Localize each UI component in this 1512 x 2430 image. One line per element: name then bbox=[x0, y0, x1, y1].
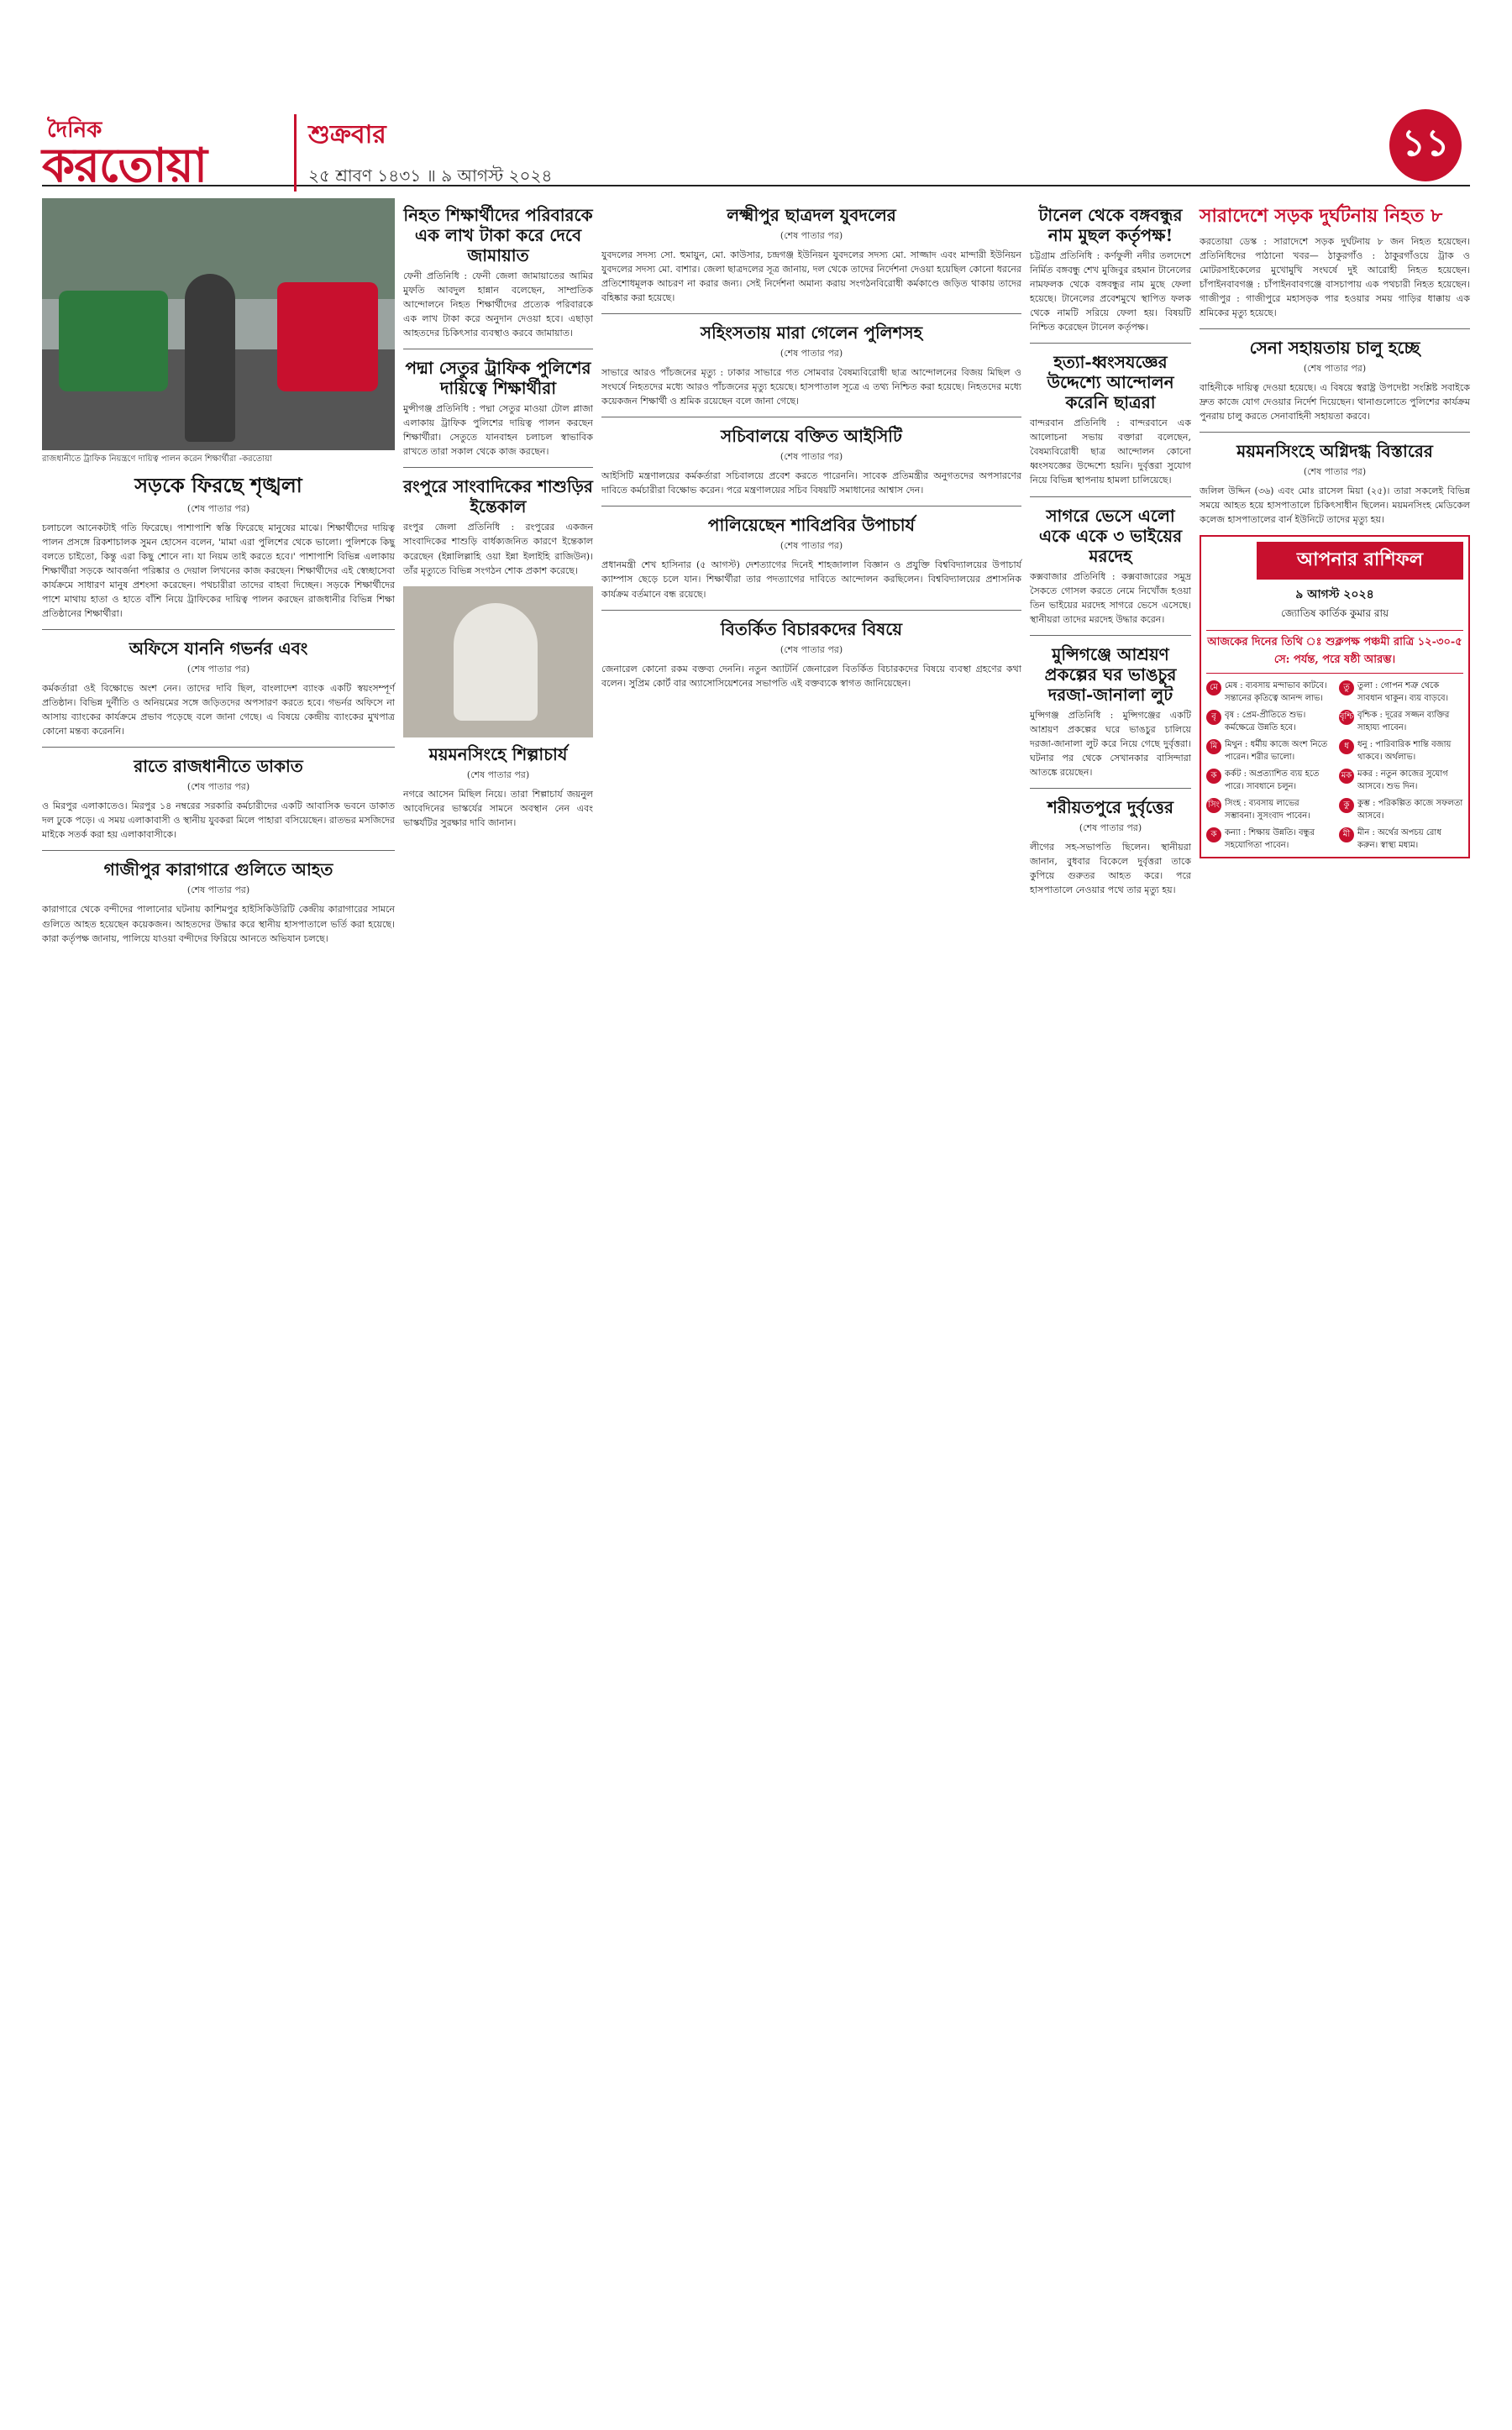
horoscope-text: সিংহ : ব্যবসায় লাভের সম্ভাবনা। সুসংবাদ পাবেন। bbox=[1225, 799, 1310, 821]
horoscope-item bbox=[1206, 739, 1331, 764]
horoscope-text: মকর : নতুন কাজের সুযোগ আসবে। শুভ দিন। bbox=[1357, 769, 1448, 791]
zodiac-sign-icon: মক bbox=[1339, 769, 1354, 784]
horoscope-text: কন্যা : শিক্ষায় উন্নতি। বন্ধুর সহযোগিতা পাবেন। bbox=[1225, 828, 1315, 850]
issue-date: ২৫ শ্রাবণ ১৪৩১ ॥ ৯ আগস্ট ২০২৪ bbox=[308, 165, 553, 186]
sculpture-photo bbox=[403, 586, 593, 737]
horoscope-text: কর্কট : অপ্রত্যাশিত ব্যয় হতে পারে। সাবধানে চলুন। bbox=[1225, 769, 1320, 791]
article-body: আইসিটি মন্ত্রণালয়ের কর্মকর্তারা সচিবালয়ে প্রবেশ করতে পারেননি। সাবেক প্রতিমন্ত্রীর অনুগতদের অপসারণের দাবিতে কর্মচারীরা বিক্ষোভ করেন। পরে মন্ত্রণালয়ের সচিব বিষয়টি সমাধানের আশ্বাস দেন। bbox=[601, 470, 1021, 496]
logo-title: করতোয়া bbox=[42, 139, 207, 193]
article-body: যুবদলের সদস্য সো. হুমায়ুন, মো. কাউসার, চন্দ্রগঞ্জ ইউনিয়ন যুবদলের সদস্য মো. সাজ্জাদ এবং মান্দারী ইউনিয়ন যুবদলের সদস্য মো. বাশার। জেলা ছাত্রদলের সূত্র জানায়, দল থেকে তাদের নির্দেশনা দেওয়া হয়েছিল কোনো ধরনের প্রতিশোধমূলক আচরণ না করার জন্য। সেই নির্দেশনা অমান্য করায় সংগঠনবিরোধী কর্মকাণ্ডে জড়িত থাকায় তাদের বহিষ্কার করা হয়েছে। bbox=[601, 249, 1021, 304]
headline-violence-police: সহিংসতায় মারা গেলেন পুলিশসহ bbox=[700, 323, 923, 344]
continued-note: (শেষ পাতার পর) bbox=[466, 769, 530, 780]
tithi-heading: আজকের দিনের তিথি ঃ শুক্লপক্ষ পঞ্চমী রাত্রি ১২-৩০-৫ সে: পর্যন্ত, পরে ষষ্ঠী আরম্ভ। bbox=[1206, 630, 1463, 674]
headline-jamaat: নিহত শিক্ষার্থীদের পরিবারকে এক লাখ টাকা করে দেবে জামায়াত bbox=[403, 205, 593, 265]
headline-army-support: সেনা সহায়তায় চালু হচ্ছে bbox=[1249, 337, 1420, 358]
horoscope-item bbox=[1206, 710, 1331, 734]
zodiac-sign-icon: মি bbox=[1206, 739, 1221, 754]
article-body: কক্সবাজার প্রতিনিধি : কক্সবাজারের সমুদ্র সৈকতে গোসল করতে নেমে নিখোঁজ হওয়া তিন ভাইয়ের মরদেহ সাগরে ভেসে এসেছে। স্থানীয়রা তাদের মরদেহ উদ্ধার করেন। bbox=[1030, 570, 1191, 625]
horoscope-item bbox=[1339, 769, 1463, 793]
article-body: মুন্সীগঞ্জ প্রতিনিধি : পদ্মা সেতুর মাওয়া টোল প্লাজা এলাকায় ট্রাফিক পুলিশের দায়িত্ব পালন করছেন শিক্ষার্থীরা। সেতুতে যানবাহন চলাচল স্বাভাবিক রাখতে তারা সকাল থেকে কাজ করছেন। bbox=[403, 403, 593, 458]
date-block bbox=[294, 114, 553, 192]
horoscope-text: বৃশ্চিক : দূরের সজ্জন ব্যক্তির সাহায্য পাবেন। bbox=[1357, 711, 1450, 732]
horoscope-item bbox=[1339, 798, 1463, 822]
logo-small-text: দৈনিক bbox=[47, 118, 102, 143]
headline-secretariat-ict: সচিবালয়ে বক্তিত আইসিটি bbox=[721, 426, 902, 447]
headline-sust-vc: পালিয়েছেন শাবিপ্রবির উপাচার্য bbox=[707, 515, 916, 536]
article-body: বাহিনীকে দায়িত্ব দেওয়া হয়েছে। এ বিষয়ে স্বরাষ্ট্র উপদেষ্টা সংশ্লিষ্ট সবাইকে দ্রুত কাজে যোগ দেওয়ার নির্দেশ দিয়েছেন। থানাগুলোতে পুলিশের কার্যক্রম পুনরায় চালু করতে সেনাবাহিনী সহায়তা করবে। bbox=[1200, 381, 1470, 422]
horoscope-text: মীন : অর্থের অপচয় রোধ করুন। স্বাস্থ্য মধ্যম। bbox=[1357, 828, 1441, 850]
continued-note: (শেষ পাতার পর) bbox=[186, 664, 250, 675]
article-body: সাভারে আরও পাঁচজনের মৃত্যু : ঢাকার সাভারে গত সোমবার বৈষম্যবিরোধী ছাত্র আন্দোলনের বিজয় মিছিল ও সংঘর্ষে নিহতদের মধ্যে আরও পাঁচজনের মৃত্যু হয়েছে। হাসপাতাল সূত্রে এ তথ্য নিশ্চিত করা হয়েছে। নিহতদের মধ্যে কয়েকজন শিক্ষার্থী ও শ্রমিক রয়েছেন বলে জানা গেছে। bbox=[601, 367, 1021, 407]
zodiac-sign-icon: কু bbox=[1339, 798, 1354, 813]
horoscope-text: মিথুন : ধর্মীয় কাজে অংশ নিতে পারেন। শরীর ভালো। bbox=[1225, 740, 1328, 762]
zodiac-sign-icon: মী bbox=[1339, 827, 1354, 842]
zodiac-sign-icon: বৃ bbox=[1206, 710, 1221, 725]
horoscope-text: বৃষ : প্রেম-প্রীতিতে শুভ। কর্মক্ষেত্রে উন্নতি হবে। bbox=[1225, 711, 1306, 732]
headline-governor: অফিসে যাননি গভর্নর এবং bbox=[129, 638, 308, 659]
horoscope-item bbox=[1339, 710, 1463, 734]
article-body: রংপুর জেলা প্রতিনিধি : রংপুরের একজন সাংবাদিকের শাশুড়ি বার্ধক্যজনিত কারণে ইন্তেকাল করেছেন (ইন্নালিল্লাহি ওয়া ইন্না ইলাইহি রাজিউন)। তাঁর মৃত্যুতে বিভিন্ন সংগঠন শোক প্রকাশ করেছে। bbox=[403, 522, 593, 576]
headline-order-returning: সড়কে ফিরছে শৃঙ্খলা bbox=[134, 473, 302, 497]
headline-mymensingh-burn: ময়মনসিংহে অগ্নিদগ্ধ বিস্তারের bbox=[1236, 441, 1433, 462]
continued-note: (শেষ পাতার পর) bbox=[186, 502, 250, 514]
horoscope-grid bbox=[1206, 680, 1463, 852]
horoscope-text: মেষ : ব্যবসায় মন্দাভাব কাটবে। সন্তানের কৃতিত্বে আনন্দ লাভ। bbox=[1225, 681, 1327, 703]
article-body: লীগের সহ-সভাপতি ছিলেন। স্থানীয়রা জানান, বুধবার বিকেলে দুর্বৃত্তরা তাকে কুপিয়ে গুরুতর আহত করে। পরে হাসপাতালে নেওয়ার পথে তার মৃত্যু হয়। bbox=[1030, 841, 1191, 896]
headline-three-brothers: সাগরে ভেসে এলো একে একে ৩ ভাইয়ের মরদেহ bbox=[1038, 505, 1183, 566]
headline-movement: হত্যা-ধ্বংসযজ্ঞের উদ্দেশ্যে আন্দোলন করেনি ছাত্ররা bbox=[1047, 352, 1174, 413]
headline-gazipur-jail: গাজীপুর কারাগারে গুলিতে আহত bbox=[103, 859, 333, 880]
column-5 bbox=[1200, 198, 1470, 858]
zodiac-sign-icon: ধ bbox=[1339, 739, 1354, 754]
article-body: মুন্সিগঞ্জ প্রতিনিধি : মুন্সিগঞ্জের একটি আশ্রয়ণ প্রকল্পের ঘরে ভাঙচুর চালিয়ে দরজা-জানালা লুট করে নিয়ে গেছে দুর্বৃত্তরা। ঘটনার পর থেকে সেখানকার বাসিন্দারা আতঙ্কে রয়েছেন। bbox=[1030, 709, 1191, 778]
headline-shariatpur: শরীয়তপুরে দুর্বৃত্তের bbox=[1047, 796, 1173, 817]
newspaper-logo bbox=[42, 109, 277, 193]
article-body: কর্মকর্তারা ওই বিক্ষোভে অংশ নেন। তাদের দাবি ছিল, বাংলাদেশ ব্যাংক একটি স্বয়ংসম্পূর্ণ প্রতিষ্ঠান। বিভিন্ন দুর্নীতি ও অনিয়মের সঙ্গে জড়িতদের অপসারণ করতে হবে। গভর্নর অফিসে না আসায় ব্যাংকের কার্যক্রমে প্রভাব পড়েছে বলে জানা গেছে। এ বিষয়ে কেন্দ্রীয় ব্যাংকের মুখপাত্র কোনো মন্তব্য করেননি। bbox=[42, 683, 395, 737]
article-body: করতোয়া ডেস্ক : সারাদেশে সড়ক দুর্ঘটনায় ৮ জন নিহত হয়েছেন। প্রতিনিধিদের পাঠানো খবর— ঠাকুরগাঁও : ঠাকুরগাঁওয়ে ট্রাক ও মোটরসাইকেলের মুখোমুখি সংঘর্ষে দুই আরোহী নিহত হয়েছেন। চাঁপাইনবাবগঞ্জ : চাঁপাইনবাবগঞ্জে বাসচাপায় এক পথচারী নিহত হয়েছেন। গাজীপুর : গাজীপুরে মহাসড়ক পার হওয়ার সময় গাড়ির ধাক্কায় এক শ্রমিকের মৃত্যু হয়েছে। bbox=[1200, 235, 1470, 318]
horoscope-item bbox=[1206, 827, 1331, 852]
horoscope-author: জ্যোতিষ কার্তিক কুমার রায় bbox=[1280, 607, 1389, 620]
continued-note: (শেষ পাতার পর) bbox=[186, 781, 250, 793]
headline-tunnel: টানেল থেকে বঙ্গবন্ধুর নাম মুছল কর্তৃপক্ষ! bbox=[1038, 205, 1183, 245]
article-body: ফেনী প্রতিনিধি : ফেনী জেলা জামায়াতের আমির মুফতি আবদুল হান্নান বলেছেন, সাম্প্রতিক আন্দোলনে নিহত শিক্ষার্থীদের প্রত্যেক পরিবারকে এক লাখ টাকা করে অনুদান দেওয়া হবে। এছাড়া আহতদের চিকিৎসার ব্যবস্থাও করবে জামায়াত। bbox=[403, 270, 593, 339]
zodiac-sign-icon: তু bbox=[1339, 680, 1354, 695]
weekday: শুক্রবার bbox=[308, 120, 386, 150]
article-body: চট্টগ্রাম প্রতিনিধি : কর্ণফুলী নদীর তলদেশে নির্মিত বঙ্গবন্ধু শেখ মুজিবুর রহমান টানেলের নামফলক থেকে বঙ্গবন্ধুর নাম মুছে ফেলা হয়েছে। টানেলের প্রবেশমুখে স্থাপিত ফলক থেকে নামটি সরিয়ে ফেলা হয়। বিষয়টি নিশ্চিত করেছেন টানেল কর্তৃপক্ষ। bbox=[1030, 250, 1191, 333]
headline-robbery: রাতে রাজধানীতে ডাকাত bbox=[134, 756, 303, 777]
article-body: জলিল উদ্দিন (৩৬) এবং মোঃ রাসেল মিয়া (২৫)। তারা সকলেই বিভিন্ন সময়ে আহত হয়ে হাসপাতালে চিকিৎসাধীন ছিলেন। ময়মনসিংহ মেডিকেল কলেজ হাসপাতালের বার্ন ইউনিটে তাদের মৃত্যু হয়। bbox=[1200, 485, 1470, 526]
horoscope-date: ৯ আগস্ট ২০২৪ bbox=[1295, 588, 1374, 602]
article-body: ও মিরপুর এলাকাতেও। মিরপুর ১৪ নম্বরের সরকারি কর্মচারীদের একটি আবাসিক ভবনে ডাকাত দল ঢুকে পড়ে। এ সময় এলাকাবাসী ও স্থানীয় যুবকরা মিলে পাহারা বসিয়েছেন। রাতভর মসজিদের মাইকে সতর্ক করা হয় এলাকাবাসীকে। bbox=[42, 800, 395, 841]
horoscope-item bbox=[1339, 739, 1463, 764]
horoscope-text: কুম্ভ : পরিকল্পিত কাজে সফলতা আসবে। bbox=[1357, 799, 1463, 821]
horoscope-box bbox=[1200, 535, 1470, 858]
traffic-photo bbox=[42, 198, 395, 450]
zodiac-sign-icon: মে bbox=[1206, 680, 1221, 695]
horoscope-item bbox=[1206, 798, 1331, 822]
column-2 bbox=[403, 198, 593, 830]
continued-note: (শেষ পাতার পর) bbox=[780, 540, 843, 552]
article-body: বান্দরবান প্রতিনিধি : বান্দরবানে এক আলোচনা সভায় বক্তারা বলেছেন, বৈষম্যবিরোধী ছাত্র আন্দোলন কোনো ধ্বংসযজ্ঞের উদ্দেশ্যে হয়নি। দুর্বৃত্তরা সুযোগ নিয়ে বিভিন্ন স্থাপনায় হামলা চালিয়েছে। bbox=[1030, 417, 1191, 486]
zodiac-sign-icon: সিং bbox=[1206, 798, 1221, 813]
page-number: ১১ bbox=[1389, 109, 1462, 181]
zodiac-sign-icon: ক bbox=[1206, 827, 1221, 842]
continued-note: (শেষ পাতার পর) bbox=[186, 884, 250, 896]
horoscope-item bbox=[1206, 769, 1331, 793]
continued-note: (শেষ পাতার পর) bbox=[1303, 466, 1367, 478]
headline-munshiganj: মুন্সিগঞ্জে আশ্রয়ণ প্রকল্পের ঘর ভাঙচুর দরজা-জানালা লুট bbox=[1044, 643, 1177, 705]
horoscope-title: আপনার রাশিফল bbox=[1257, 542, 1463, 580]
headline-road-accidents: সারাদেশে সড়ক দুর্ঘটনায় নিহত ৮ bbox=[1200, 206, 1443, 227]
horoscope-item bbox=[1339, 827, 1463, 852]
horoscope-text: ধনু : পারিবারিক শান্তি বজায় থাকবে। অর্থলাভ। bbox=[1357, 740, 1452, 762]
article-body: নগরে আসেন মিছিল নিয়ে। তারা শিল্পাচার্য জয়নুল আবেদিনের ভাস্কর্যের সামনে অবস্থান নেন এবং ভাস্কর্যটির সুরক্ষার দাবি জানান। bbox=[403, 788, 593, 828]
continued-note: (শেষ পাতার পর) bbox=[780, 348, 843, 360]
masthead bbox=[42, 109, 1470, 193]
headline-rangpur: রংপুরে সাংবাদিকের শাশুড়ির ইন্তেকাল bbox=[403, 476, 593, 517]
column-1 bbox=[42, 198, 395, 946]
article-body: জেনারেল কোনো রকম বক্তব্য দেননি। নতুন অ্যাটর্নি জেনারেল বিতর্কিত বিচারকদের বিষয়ে ব্যবস্থা গ্রহণের কথা বলেন। সুপ্রিম কোর্ট বার অ্যাসোসিয়েশনের সভাপতি এই বক্তব্যকে স্বাগত জানিয়েছেন। bbox=[601, 663, 1021, 689]
article-body: কারাগারে থেকে বন্দীদের পালানোর ঘটনায় কাশিমপুর হাইসিকিউরিটি কেন্দ্রীয় কারাগারের সামনে গুলিতে আহত হয়েছেন কয়েকজন। আহতদের উদ্ধার করে স্থানীয় হাসপাতালে ভর্তি করা হয়েছে। কারা কর্তৃপক্ষ জানায়, পালিয়ে যাওয়া বন্দীদের ফিরিয়ে আনতে অভিযান চলছে। bbox=[42, 904, 395, 944]
horoscope-item bbox=[1206, 680, 1331, 705]
headline-judges: বিতর্কিত বিচারকদের বিষয়ে bbox=[720, 618, 903, 639]
continued-note: (শেষ পাতার পর) bbox=[1303, 362, 1367, 374]
zodiac-sign-icon: বৃশ্চি bbox=[1339, 710, 1354, 725]
horoscope-text: তুলা : গোপন শত্রু থেকে সাবধান থাকুন। ব্যয় বাড়বে। bbox=[1357, 681, 1449, 703]
continued-note: (শেষ পাতার পর) bbox=[780, 451, 843, 463]
zodiac-sign-icon: ক bbox=[1206, 769, 1221, 784]
continued-note: (শেষ পাতার পর) bbox=[780, 643, 843, 655]
photo-caption: রাজধানীতে ট্রাফিক নিয়ন্ত্রণে দায়িত্ব পালন করেন শিক্ষার্থীরা -করতোয়া bbox=[42, 454, 272, 464]
continued-note: (শেষ পাতার পর) bbox=[780, 230, 843, 241]
column-4 bbox=[1030, 198, 1191, 897]
article-body: চলাচলে আনেকটাই গতি ফিরেছে। পাশাপাশি স্বস্তি ফিরেছে মানুষের মাঝে। শিক্ষার্থীদের দায়িত্ব পালন প্রসঙ্গে রিকশাচালক সুমন হোসেন বলেন, 'মামা এরা পুলিশের থেকে ভালো। পুলিশকে কিছু বলতে চাইতো, কিন্তু এরা কিছু শোনে না। যা নিয়ম তাই করতে হবে।' পাশাপাশি বিভিন্ন এলাকায় শিক্ষার্থীরা সড়কে আবর্জনা পরিষ্কার ও দেয়াল লিখনের কাজ করছেন। শিক্ষার্থীদের এই স্বেচ্ছাসেবা কার্যক্রমে সাধারণ মানুষ প্রশংসা করেছেন। পথচারীরা তাদের বাহবা দিচ্ছেন। সড়কে শিক্ষার্থীদের পাশে মাথায় হাতা ও হাতে বাঁশি নিয়ে ট্রাফিকের দায়িত্ব পালন করছেন রাজধানীর বিভিন্ন শিক্ষা প্রতিষ্ঠানের শিক্ষার্থীরা। bbox=[42, 522, 395, 620]
article-body: প্রধানমন্ত্রী শেখ হাসিনার (৫ আগস্ট) দেশত্যাগের দিনেই শাহজালাল বিজ্ঞান ও প্রযুক্তি বিশ্ববিদ্যালয়ের উপাচার্য ক্যাম্পাস ছেড়ে চলে যান। শিক্ষার্থীরা তার পদত্যাগের দাবিতে আন্দোলন করছিলেন। বিশ্ববিদ্যালয়ের প্রশাসনিক কার্যক্রম বর্তমানে বন্ধ রয়েছে। bbox=[601, 559, 1021, 600]
headline-lakshmipur: লক্ষ্মীপুর ছাত্রদল যুবদলের bbox=[727, 205, 896, 225]
column-3 bbox=[601, 198, 1021, 690]
headline-padma-bridge: পদ্মা সেতুর ট্রাফিক পুলিশের দায়িত্বে শিক্ষার্থীরা bbox=[405, 358, 591, 399]
headline-mymensingh-artist: ময়মনসিংহে শিল্পাচার্য bbox=[428, 743, 568, 764]
horoscope-item bbox=[1339, 680, 1463, 705]
continued-note: (শেষ পাতার পর) bbox=[1079, 821, 1142, 833]
